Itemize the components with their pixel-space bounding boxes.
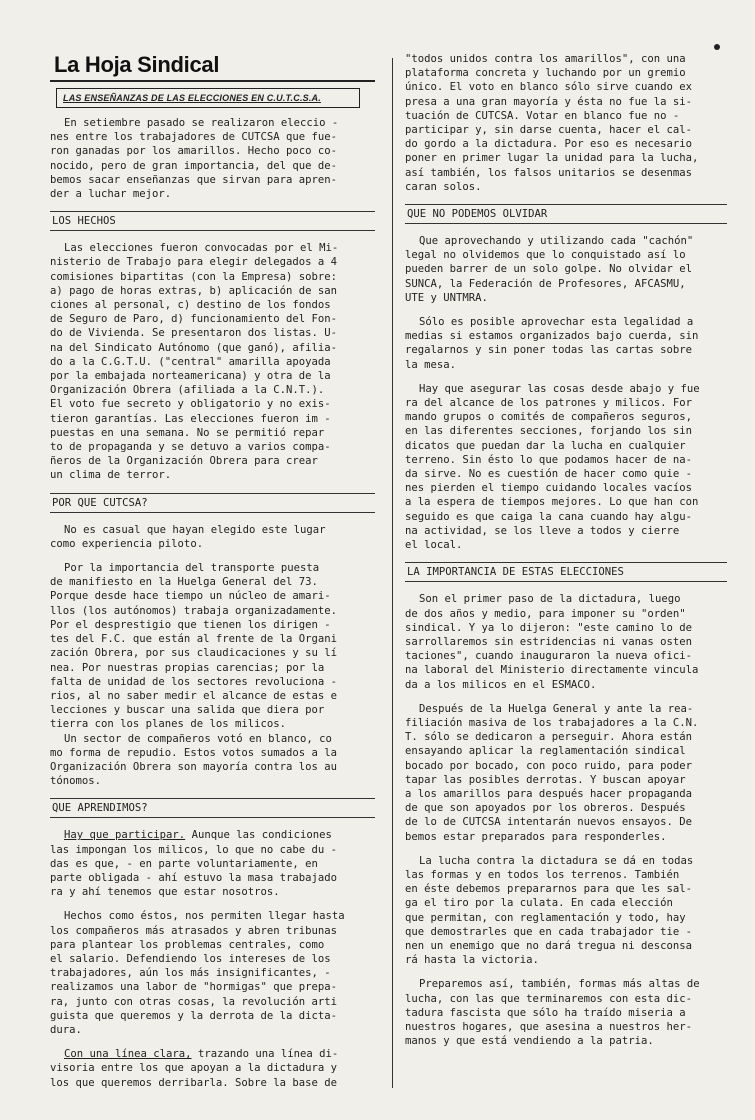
section-heading-importancia: LA IMPORTANCIA DE ESTAS ELECCIONES <box>405 562 727 582</box>
section-heading-olvidar: QUE NO PODEMOS OLVIDAR <box>405 204 727 224</box>
importancia-paragraph-3: La lucha contra la dictadura se dá en todas las formas y en todos los terrenos. También en éste debemos prepararnos para que les sal- ga el tiro por la culata. En cada elección que permitan, con reglamentación y todo, hay que demostrarles que en cada trabajador tie - nen un enemigo que no dará tregua ni desconsa rá hasta la victoria. <box>405 854 694 967</box>
section-heading-aprendimos: QUE APRENDIMOS? <box>50 798 375 818</box>
right-column <box>405 52 727 1058</box>
ink-dot <box>714 44 720 50</box>
olvidar-paragraph-2: Sólo es posible aprovechar esta legalidad a medias si estamos organizados bajo cuerda, sin regalarnos y sin poner todas las cartas sobre la mesa. <box>405 316 699 371</box>
section-heading-hechos: LOS HECHOS <box>50 211 375 231</box>
aprendimos-paragraph-1 <box>50 828 375 899</box>
masthead-rule <box>50 80 375 82</box>
left-column <box>50 48 375 1100</box>
importancia-paragraph-2: Después de la Huelga General y ante la rea- filiación masiva de los trabajadores a la C.N. T. sólo se dedicaron a perseguir. Ahora están ensayando aplicar la reglamentación sindical bocado por bocado, con poco ruido, para poder tapar las posibles derrotas. Y buscan apoyar a los amarillos para después hacer propaganda de que son apoyados por los obreros. Después de lo de CUTCSA intentarán nuevos ensayos. De bemos estar preparados para responderles. <box>405 702 699 843</box>
olvidar-paragraph-3: Hay que asegurar las cosas desde abajo y fue ra del alcance de los patrones y milicos. For mando grupos o comités de compañeros seguros, en las diferentes secciones, forjando los sin dicatos que puedan dar la lucha en cualquier terreno. Sin ésto lo que podamos hacer de na- da sirve. No es cuestión de hacer como quie - nes pierden el tiempo cuidando locales vacíos a la espera de tiempos mejores. Lo que han con seguido es que caiga la cana cuando hay algu- na actividad, se los lleve a todos y cierre el local. <box>405 382 700 552</box>
column-divider <box>392 58 393 1088</box>
importancia-paragraph-1: Son el primer paso de la dictadura, luego de dos años y medio, para imponer su "orden" sindical. Y ya lo dijeron: "este camino lo de sarrollaremos sin estridencias ni vanas osten taciones", cuando inauguraron la nueva ofici- na laboral del Ministerio directamente vincula da a los milicos en el ESMACO. <box>405 593 699 691</box>
porque-paragraph-2: Por la importancia del transporte puesta de manifiesto en la Huelga General del 73. Porque desde hace tiempo un núcleo de amari- llos (los autónomos) trabaja organizadamente. Por el desprestigio que tienen los dirigen - tes del F.C. que están al frente de la Organi zación Obrera, por sus claudicaciones y su lí nea. Por nuestras propias carencias; por la falta de unidad de los sectores revoluciona - rios, al no saber medir el alcance de estas e lecciones y buscar una salida que diera por tierra con los planes de los milicos. <box>50 562 338 731</box>
aprendimos-paragraph-1-text: Aunque las condiciones las impongan los milicos, lo que no cabe du - das es que, - en parte voluntariamente, en parte obligada - ahí estuvo la masa trabajado ra y ahí tenemos que estar nosotros. <box>50 829 338 899</box>
intro-paragraph: En setiembre pasado se realizaron eleccio - nes entre los trabajadores de CUTCSA que fue- ron ganadas por los amarillos. Hecho poco co- nocido, pero de gran importancia, del que de- bemos sacar enseñanzas que sirvan para apren- der a luchar mejor. <box>50 117 339 201</box>
porque-paragraph-1: No es casual que hayan elegido este lugar como experiencia piloto. <box>50 523 326 550</box>
porque-paragraph-3: Un sector de compañeros votó en blanco, co mo forma de repudio. Estos votos sumados a la Organización Obrera son mayoría contra los au tónomos. <box>50 732 338 788</box>
aprendimos-paragraph-3-text: trazando una línea di- visoria entre los que apoyan a la dictadura y los que queremos derribarla. Sobre la base de <box>50 1048 339 1089</box>
masthead-title: La Hoja Sindical <box>54 52 220 77</box>
olvidar-paragraph-1: Que aprovechando y utilizando cada "cachón" legal no olvidemos que lo conquistado así lo pueden barrer de un solo golpe. No olvidar el SUNCA, la Federación de Profesores, AFCASMU, UTE y UNTMRA. <box>405 235 694 304</box>
section-heading-porque: POR QUE CUTCSA? <box>50 493 375 513</box>
hechos-paragraph: Las elecciones fueron convocadas por el Mi- nisterio de Trabajo para elegir delegados a 4 comisiones bipartitas (con la Empresa) sobre: a) pago de horas extras, b) aplicación de san ciones al personal, c) destino de los fondos de Seguro de Paro, d) funcionamiento del Fon- do de Vivienda. Se presentaron dos listas. U- na del Sindicato Autónomo (que ganó), afilia- do a la C.G.T.U. ("central" amarilla apoyada por la embajada norteamericana) y otra de la Organización Obrera (afiliada a la C.N.T.). El voto fue secreto y obligatorio y no exis- tieron garantías. Las elecciones fueron im - puestas en una semana. No se permitió repar to de propaganda y se detuvo a varios compa- ñeros de la Organización Obrera para crear un clima de terror. <box>50 242 339 482</box>
emphasis-linea-clara: Con una línea clara, <box>64 1048 192 1061</box>
importancia-paragraph-4: Preparemos así, también, formas más altas de lucha, con las que terminaremos con esta dic- tadura fascista que sólo ha traído miseria a nuestros hogares, que asesina a nuestros her- manos y que está vendiendo a la patria. <box>405 978 700 1048</box>
aprendimos-paragraph-3 <box>50 1047 375 1090</box>
emphasis-participar: Hay que participar. <box>64 829 186 842</box>
continuation-paragraph: "todos unidos contra los amarillos", con una plataforma concreta y luchando por un gremio único. El voto en blanco sólo sirve cuando ex presa a una gran mayoría y ésta no fue la si- tuación de CUTCSA. Votar en blanco fue no - participar y, sin darse cuenta, hacer el cal- do gordo a la dictadura. Por eso es necesario poner en primer lugar la unidad para la lucha, así también, los falsos unitarios se desenmas caran solos. <box>405 53 699 193</box>
article-subtitle: LAS ENSEÑANZAS DE LAS ELECCIONES EN C.U.T.C.S.A. <box>56 88 360 108</box>
aprendimos-paragraph-2: Hechos como éstos, nos permiten llegar hasta los compañeros más atrasados y abren tribunas para plantear los problemas centrales, como el salario. Defendiendo los intereses de los trabajadores, aún los más insignificantes, - realizamos una labor de "hormigas" que prepa- ra, junto con otras cosas, la revolución arti guista que queremos y la derrota de la dicta- dura. <box>50 910 345 1036</box>
